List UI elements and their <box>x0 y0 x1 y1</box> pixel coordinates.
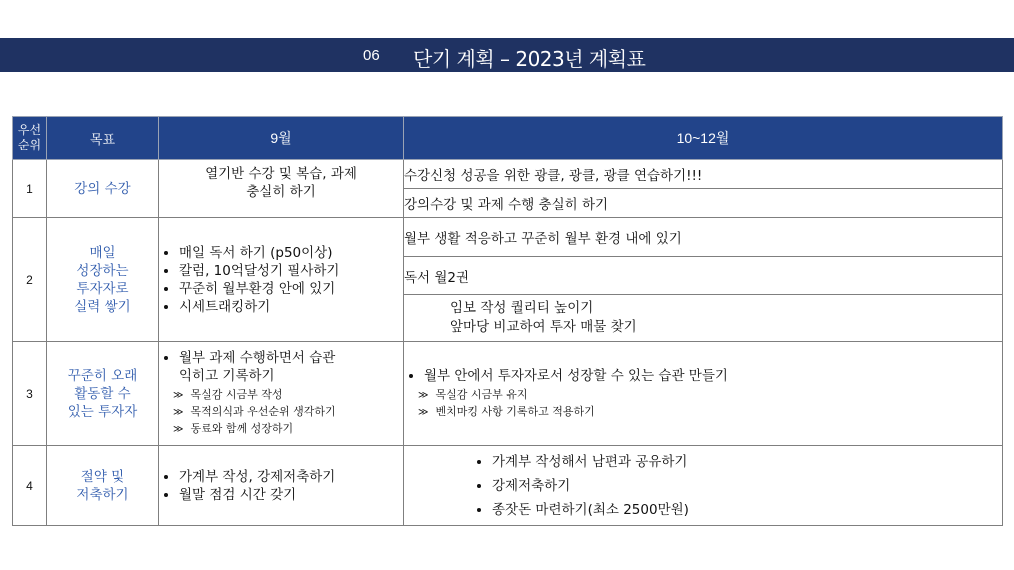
september-plan-cell <box>159 446 404 526</box>
priority-cell: 3 <box>13 342 47 446</box>
sub-list-item: ≫ 목실감 시금부 유지 <box>418 387 1002 404</box>
bullet-list <box>404 367 1002 421</box>
list-item <box>179 349 403 438</box>
q4-plan-cell <box>404 446 1003 526</box>
plan-line: 앞마당 비교하여 투자 매물 찾기 <box>450 319 637 335</box>
list-item: • 매일 독서 하기 (p50이상) <box>179 244 403 262</box>
q4-plan-cell: 월부 생활 적응하고 꾸준히 월부 환경 내에 있기 <box>404 218 1003 257</box>
bullet-list <box>404 450 1002 522</box>
bullet-list <box>159 349 403 438</box>
sub-list-item: ≫ 벤치마킹 사항 기록하고 적용하기 <box>418 404 1002 421</box>
goal-line: 강의 수강 <box>74 180 131 197</box>
column-header-september: 9월 <box>159 117 404 160</box>
table-row <box>13 160 1003 189</box>
goal-cell <box>47 218 159 342</box>
goal-line: 실력 쌓기 <box>74 298 131 315</box>
september-plan-cell <box>159 218 404 342</box>
plan-line: 임보 작성 퀄리티 높이기 <box>450 300 594 316</box>
goal-line: 투자자로 <box>76 280 129 297</box>
list-item: • 월말 점검 시간 갖기 <box>179 486 403 504</box>
september-plan-cell <box>159 342 404 446</box>
priority-cell: 4 <box>13 446 47 526</box>
list-item <box>424 367 1002 421</box>
q4-plan-cell: 수강신청 성공을 위한 광클, 광클, 광클 연습하기!!! <box>404 160 1003 189</box>
priority-cell: 2 <box>13 218 47 342</box>
bullet-list <box>159 244 403 316</box>
bullet-line: • 월부 과제 수행하면서 습관 <box>179 350 336 366</box>
q4-plan-cell <box>404 295 1003 342</box>
sub-list <box>418 387 1002 421</box>
bullet-list <box>159 468 403 504</box>
section-number: 06 <box>363 47 380 64</box>
sub-list-item: ≫ 목실감 시금부 작성 <box>173 387 403 404</box>
q4-plan-cell: 강의수강 및 과제 수행 충실히 하기 <box>404 189 1003 218</box>
title-bar <box>0 38 1014 72</box>
table-row <box>13 446 1003 526</box>
list-item: • 시세트래킹하기 <box>179 298 403 316</box>
plan-table <box>12 116 1003 526</box>
plan-line: 충실히 하기 <box>246 184 316 200</box>
table-row <box>13 342 1003 446</box>
goal-line: 활동할 수 <box>74 385 131 402</box>
goal-cell <box>47 342 159 446</box>
sub-list-item: ≫ 동료와 함께 성장하기 <box>173 421 403 438</box>
priority-header-line: 순위 <box>17 138 42 152</box>
goal-line: 저축하기 <box>76 486 129 503</box>
sub-list <box>173 387 403 438</box>
table-row <box>13 218 1003 257</box>
list-item: • 강제저축하기 <box>492 474 1002 498</box>
bullet-line: • 월부 안에서 투자자로서 성장할 수 있는 습관 만들기 <box>424 367 728 384</box>
goal-cell <box>47 160 159 218</box>
list-item: • 칼럼, 10억달성기 필사하기 <box>179 262 403 280</box>
list-item: • 꾸준히 월부환경 안에 있기 <box>179 280 403 298</box>
goal-line: 절약 및 <box>80 468 125 485</box>
table-header-row <box>13 117 1003 160</box>
list-item: • 종잣돈 마련하기(최소 2500만원) <box>492 498 1002 522</box>
september-plan-cell <box>159 160 404 218</box>
priority-cell: 1 <box>13 160 47 218</box>
goal-line: 매일 <box>89 244 116 261</box>
sub-list-item: ≫ 목적의식과 우선순위 생각하기 <box>173 404 403 421</box>
q4-plan-cell: 독서 월2권 <box>404 257 1003 295</box>
list-item: • 가계부 작성해서 남편과 공유하기 <box>492 450 1002 474</box>
goal-line: 있는 투자자 <box>67 403 138 420</box>
q4-plan-cell <box>404 342 1003 446</box>
indented-plan <box>404 299 1002 337</box>
bullet-line: 익히고 기록하기 <box>179 368 275 384</box>
goal-line: 성장하는 <box>76 262 129 279</box>
priority-header-line: 우선 <box>17 123 42 137</box>
column-header-goal: 목표 <box>47 117 159 160</box>
goal-line: 꾸준히 오래 <box>67 367 138 384</box>
page-title: 단기 계획 – 2023년 계획표 <box>413 47 646 71</box>
plan-line: 열기반 수강 및 복습, 과제 <box>205 166 357 182</box>
goal-cell <box>47 446 159 526</box>
list-item: • 가계부 작성, 강제저축하기 <box>179 468 403 486</box>
column-header-october-december: 10~12월 <box>404 117 1003 160</box>
column-header-priority <box>13 117 47 160</box>
